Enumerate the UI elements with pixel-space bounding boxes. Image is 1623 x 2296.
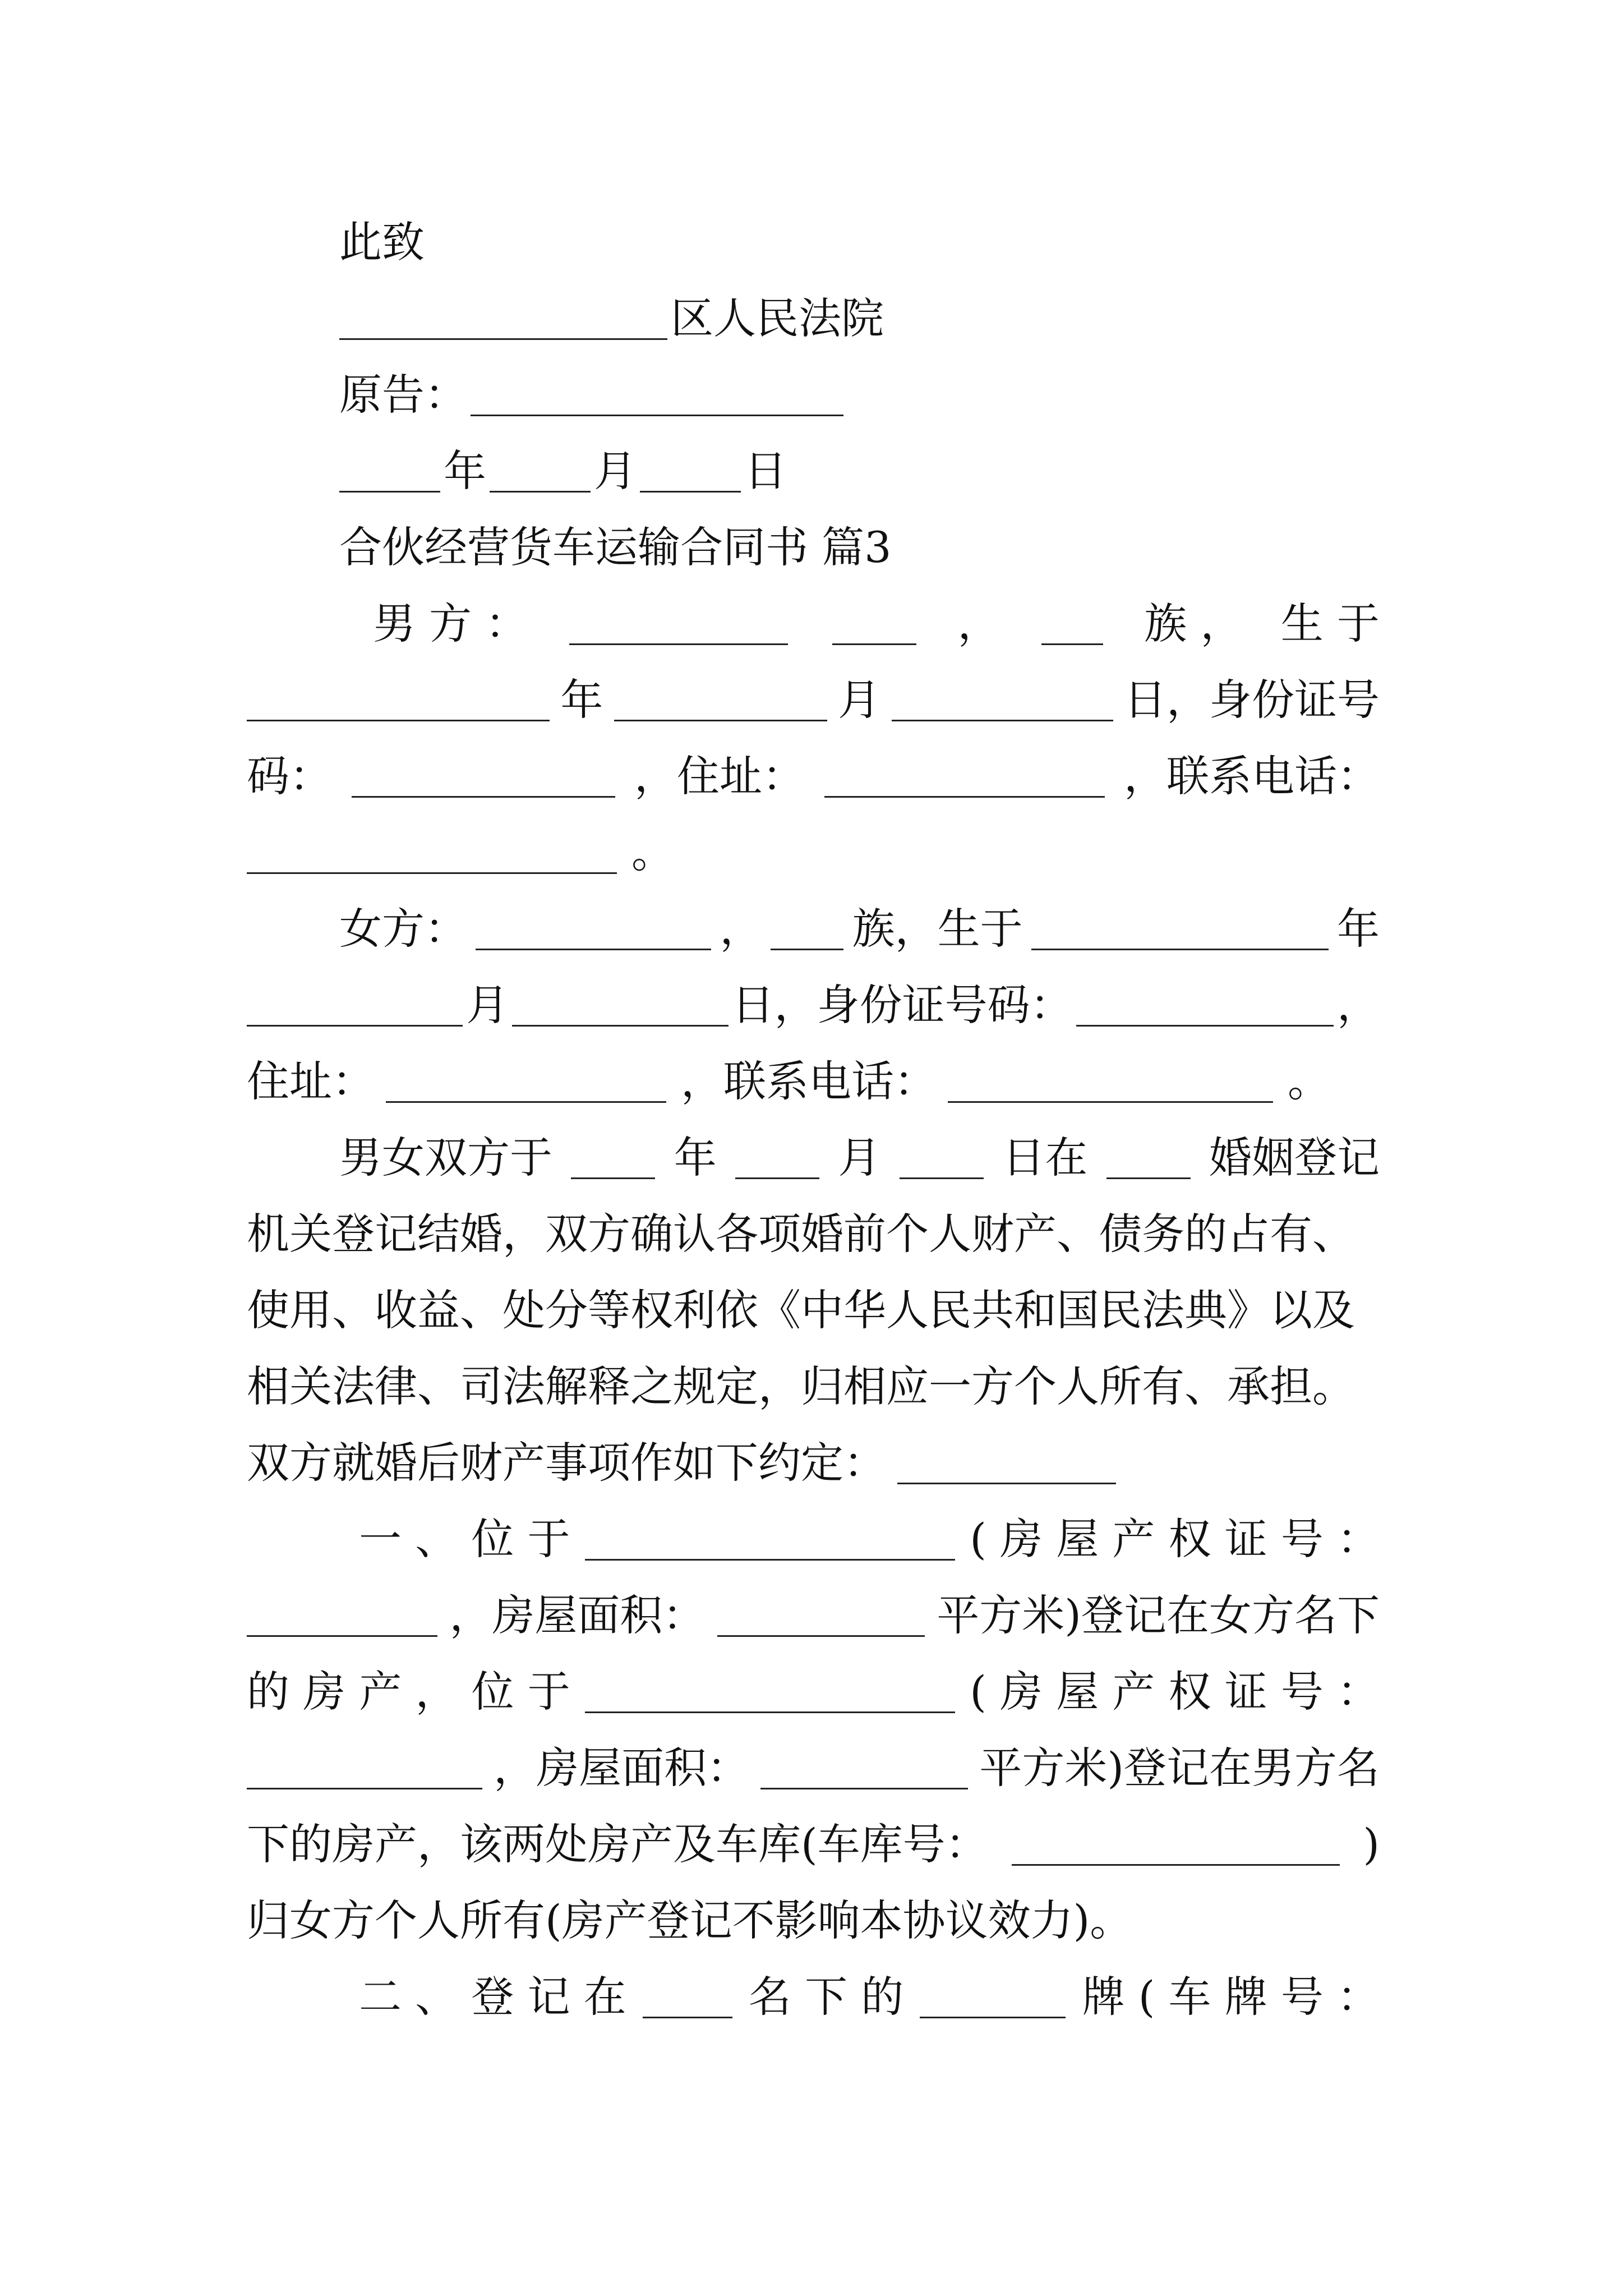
item1-area-blank-2[interactable]	[760, 1754, 968, 1789]
court-line	[339, 284, 1472, 343]
marriage-text-2: 机关登记结婚，双方确认各项婚前个人财产、债务的占有、	[247, 1209, 1355, 1259]
female-day-id: 日，身份证号码：	[731, 980, 1073, 1030]
marriage-registry: 婚姻登记	[1209, 1133, 1380, 1182]
female-ethnic-blank[interactable]	[771, 915, 843, 950]
item1-a: 一 、 位 于	[359, 1514, 570, 1564]
male-phone-label: ，联系电话：	[1124, 751, 1380, 801]
date-day-blank[interactable]	[640, 457, 741, 493]
male-phone-blank[interactable]	[247, 839, 617, 874]
marriage-text-4: 相关法律、司法解释之规定，归相应一方个人所有、承担。	[247, 1361, 1355, 1411]
female-addr-blank[interactable]	[386, 1068, 666, 1103]
marriage-month-blank[interactable]	[735, 1144, 819, 1179]
male-line-4	[247, 818, 1380, 877]
marriage-year: 年	[674, 1133, 717, 1182]
female-label: 女方：	[339, 904, 467, 954]
item1-k: 归女方个人所有(房产登记不影响本协议效力)。	[247, 1895, 1133, 1945]
marriage-intro: 男女双方于	[339, 1133, 552, 1182]
male-birth-year-blank[interactable]	[247, 686, 550, 721]
female-birth-day-blank[interactable]	[512, 991, 728, 1027]
male-addr-label: ，住址：	[634, 751, 805, 801]
item2-b: 名 下 的	[748, 1972, 904, 2022]
male-comma: ，	[957, 599, 1000, 648]
male-end: 。	[631, 827, 674, 877]
marriage-day-at: 日在	[1002, 1133, 1088, 1182]
item1-location-blank-2[interactable]	[585, 1678, 955, 1713]
plaintiff-label: 原告：	[339, 370, 467, 420]
item1-line-3	[247, 1657, 1380, 1717]
item2-a: 二 、 登 记 在	[359, 1972, 626, 2022]
male-ethnic: 族 ，	[1144, 599, 1243, 648]
marriage-line-3	[247, 1276, 1380, 1335]
female-id-blank[interactable]	[1076, 991, 1334, 1027]
male-born: 生 于	[1280, 599, 1380, 648]
item1-cert-blank-1[interactable]	[247, 1602, 437, 1637]
marriage-day-blank[interactable]	[900, 1144, 984, 1179]
male-birth-day-blank[interactable]	[892, 686, 1113, 721]
female-birth-year-blank[interactable]	[1031, 915, 1329, 950]
item1-h: 平方米)登记在男方名	[979, 1743, 1380, 1793]
garage-number-blank[interactable]	[1012, 1830, 1340, 1866]
male-extra-blank[interactable]	[832, 610, 916, 645]
item1-f: ( 房 屋 产 权 证 号 ：	[970, 1667, 1380, 1717]
date-day-label: 日	[744, 446, 787, 496]
item1-j: )	[1363, 1819, 1380, 1869]
male-birth-month-blank[interactable]	[614, 686, 827, 721]
court-suffix: 区人民法院	[671, 293, 884, 343]
female-addr-label: 住址：	[247, 1056, 375, 1106]
agreement-blank[interactable]	[897, 1449, 1116, 1484]
marriage-place-blank[interactable]	[1106, 1144, 1191, 1179]
male-line-2	[247, 665, 1380, 725]
item1-i: 下的房产，该两处房产及车库(车库号：	[247, 1819, 988, 1869]
date-year-label: 年	[444, 446, 486, 496]
marriage-line-5	[247, 1428, 1380, 1488]
marriage-line-2	[247, 1199, 1380, 1259]
female-phone-blank[interactable]	[948, 1068, 1273, 1103]
female-birth-month-blank[interactable]	[247, 991, 463, 1027]
item1-g: ，房屋面积：	[494, 1743, 750, 1793]
item1-line-6	[247, 1886, 1380, 1945]
female-name-blank[interactable]	[476, 915, 711, 950]
item1-line-1	[247, 1504, 1380, 1564]
item1-line-5	[247, 1810, 1380, 1869]
date-month-blank[interactable]	[490, 457, 591, 493]
marriage-line-1	[247, 1123, 1380, 1182]
closing-line	[339, 208, 1472, 267]
male-ethnic-blank[interactable]	[1041, 610, 1103, 645]
male-day-id: 日，身份证号	[1123, 675, 1380, 725]
female-line-3	[247, 1047, 1380, 1106]
item1-d: 平方米)登记在女方名下	[937, 1590, 1380, 1640]
item2-c: 牌 ( 车 牌 号 ：	[1082, 1972, 1380, 2022]
female-month: 月	[466, 980, 509, 1030]
item1-line-2	[247, 1581, 1380, 1640]
male-id-blank[interactable]	[352, 762, 615, 798]
date-month-label: 月	[594, 446, 637, 496]
male-year: 年	[560, 675, 603, 725]
male-line-3	[247, 742, 1380, 801]
marriage-line-4	[247, 1352, 1380, 1411]
female-end: 。	[1288, 1056, 1330, 1106]
item1-location-blank-1[interactable]	[585, 1525, 955, 1561]
item1-c: ，房屋面积：	[449, 1590, 706, 1640]
female-year: 年	[1336, 904, 1380, 954]
closing-text: 此致	[339, 217, 425, 267]
female-line-2	[247, 970, 1380, 1030]
male-line-1	[247, 589, 1380, 648]
section-title-line	[339, 513, 1472, 572]
male-addr-blank[interactable]	[824, 762, 1105, 798]
male-name-blank[interactable]	[569, 610, 788, 645]
male-label: 男 方 ：	[373, 599, 528, 648]
female-line-1	[247, 894, 1380, 954]
date-line	[339, 436, 1472, 496]
court-name-blank[interactable]	[339, 305, 667, 340]
section-title: 合伙经营货车运输合同书 篇3	[339, 522, 892, 572]
female-phone-label: ，联系电话：	[681, 1056, 937, 1106]
item2-line-1	[247, 1962, 1380, 2022]
male-month: 月	[838, 675, 881, 725]
item1-area-blank-1[interactable]	[717, 1602, 925, 1637]
item1-e: 的 房 产 ， 位 于	[247, 1667, 570, 1717]
plaintiff-blank[interactable]	[471, 381, 843, 416]
plaintiff-line	[339, 360, 1472, 420]
female-comma-2: ，	[1336, 980, 1380, 1030]
female-ethnic-born: 族，生于	[852, 904, 1023, 954]
item2-brand-blank[interactable]	[920, 1983, 1066, 2018]
item1-cert-blank-2[interactable]	[247, 1754, 482, 1789]
male-id-tail: 码：	[247, 751, 332, 801]
item1-line-4	[247, 1733, 1380, 1793]
date-year-blank[interactable]	[339, 457, 440, 493]
marriage-text-5: 双方就婚后财产事项作如下约定：	[247, 1438, 886, 1488]
marriage-month: 月	[838, 1133, 881, 1182]
marriage-year-blank[interactable]	[571, 1144, 655, 1179]
item2-owner-blank[interactable]	[643, 1983, 732, 2018]
marriage-text-3: 使用、收益、处分等权利依《中华人民共和国民法典》以及	[247, 1285, 1355, 1335]
female-comma: ，	[720, 904, 763, 954]
item1-b: ( 房 屋 产 权 证 号 ：	[970, 1514, 1380, 1564]
